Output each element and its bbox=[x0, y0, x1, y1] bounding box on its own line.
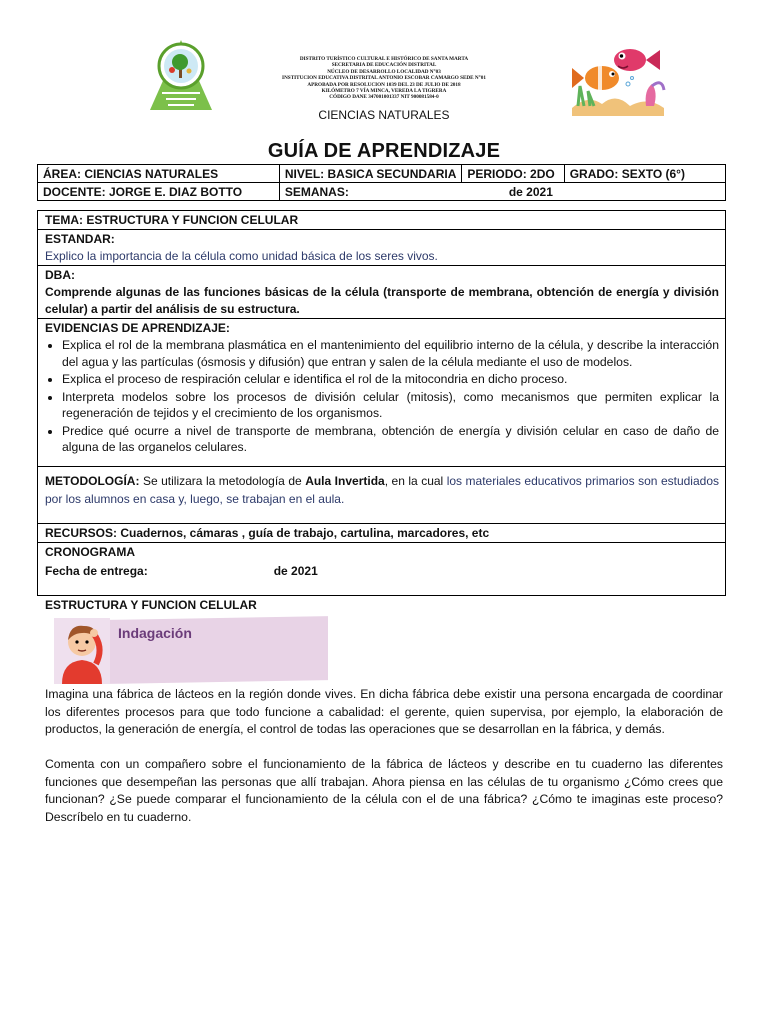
metodologia-text-c: los materiales educativos primarios son estudiados por los alumnos en casa y, luego, se trabajan en el aula. bbox=[45, 474, 719, 506]
tema-section bbox=[37, 210, 726, 230]
paragraph-1: Imagina una fábrica de lácteos en la región donde vives. En dicha fábrica debe existir una persona encargada de coordinar los diferentes procesos para que todo funcione a cabalidad: el gerente, quien supervisa, por ejemplo, la elaboración de productos, la generación de energía, el control de todas las operaciones que se desarrollan en la fábrica, y demás. bbox=[45, 687, 723, 737]
recursos-text: RECURSOS: Cuadernos, cámaras , guía de trabajo, cartulina, marcadores, etc bbox=[45, 526, 490, 540]
recursos-section bbox=[37, 523, 726, 543]
list-item: • Explica el proceso de respiración celular e identifica el rol de la mitocondria en dicho proceso. bbox=[62, 371, 719, 388]
institution-header bbox=[250, 56, 518, 101]
semanas-label: SEMANAS: bbox=[284, 184, 349, 199]
nivel-cell: NIVEL: BASICA SECUNDARIA bbox=[279, 165, 462, 183]
tema-text: TEMA: ESTRUCTURA Y FUNCION CELULAR bbox=[45, 213, 299, 227]
thinking-boy-icon bbox=[52, 618, 112, 684]
semanas-cell bbox=[279, 183, 725, 201]
dba-text: Comprende algunas de las funciones básicas de la célula (transporte de membrana, obtención de energía y división celular) a partir del análisis de su estructura. bbox=[45, 285, 719, 316]
cronograma-label: CRONOGRAMA bbox=[45, 545, 135, 559]
cronograma-section bbox=[37, 542, 726, 596]
semanas-year: de 2021 bbox=[508, 184, 553, 199]
metodologia-term: Aula Invertida bbox=[305, 474, 385, 488]
area-cell: ÁREA: CIENCIAS NATURALES bbox=[38, 165, 280, 183]
metodologia-text-a: Se utilizara la metodología de bbox=[139, 474, 306, 488]
institution-line: CÓDIGO DANE 347001001337 NIT 900081584-0 bbox=[329, 94, 439, 101]
metodologia-label: METODOLOGÍA: bbox=[45, 474, 140, 488]
docente-cell: DOCENTE: JORGE E. DIAZ BOTTO bbox=[38, 183, 280, 201]
fish-illustration-icon bbox=[568, 36, 668, 116]
estandar-text: Explico la importancia de la célula como unidad básica de los seres vivos. bbox=[45, 249, 438, 263]
institution-line: KILÓMETRO 7 VÍA MINCA, VEREDA LA TIGRERA bbox=[321, 88, 447, 95]
estandar-label: ESTANDAR: bbox=[45, 232, 115, 246]
info-table bbox=[37, 164, 726, 201]
institution-line: NÚCLEO DE DESARROLLO LOCALIDAD N°03 bbox=[327, 68, 441, 75]
page-title: GUÍA DE APRENDIZAJE bbox=[267, 140, 501, 162]
grado-cell: GRADO: SEXTO (6°) bbox=[564, 165, 725, 183]
section-title: ESTRUCTURA Y FUNCION CELULAR bbox=[45, 598, 257, 612]
institution-line: SECRETARIA DE EDUCACIÓN DISTRITAL bbox=[331, 62, 437, 69]
periodo-cell: PERIODO: 2DO bbox=[462, 165, 564, 183]
list-item: • Interpreta modelos sobre los procesos de división celular (mitosis), como mecanismos que permiten explicar la regeneración de tejidos y el crecimiento de los organismos. bbox=[62, 389, 719, 422]
dba-label: DBA: bbox=[45, 268, 75, 282]
institution-line: INSTITUCION EDUCATIVA DISTRITAL ANTONIO ESCOBAR CAMARGO SEDE N°01 bbox=[282, 75, 486, 82]
metodologia-text-b: , en la cual bbox=[384, 474, 447, 488]
info-row bbox=[38, 165, 726, 183]
area-title: CIENCIAS NATURALES bbox=[318, 108, 450, 122]
institution-line: DISTRITO TURÍSTICO CULTURAL E HISTÓRICO DE SANTA MARTA bbox=[299, 56, 469, 62]
estandar-section bbox=[37, 229, 726, 266]
metodologia-section bbox=[37, 466, 726, 524]
dba-section bbox=[37, 265, 726, 319]
paragraph-2: Comenta con un compañero sobre el funcionamiento de la fábrica de lácteos y describe en tu cuaderno las diferentes funciones que desempeñan las personas que allí trabajan. Ahora piensa en las células de tu organismo ¿Cómo crees que funcionan? ¿Se puede comparar el funcionamiento de la célula con el de una fábrica? ¿Cómo te imaginas este proceso? Descríbelo en tu cuaderno. bbox=[45, 757, 723, 824]
fecha-value: de 2021 bbox=[273, 564, 318, 578]
fecha-label: Fecha de entrega: bbox=[45, 564, 148, 578]
school-logo-icon bbox=[148, 38, 214, 114]
institution-line: APROBADA POR RESOLUCION 1039 DEL 23 DE JULIO DE 2018 bbox=[307, 81, 461, 88]
evidencias-label: EVIDENCIAS DE APRENDIZAJE: bbox=[45, 321, 230, 335]
list-item: • Predice qué ocurre a nivel de transporte de membrana, obtención de energía y división celular en caso de daño de alguna de las organelos celulares. bbox=[62, 423, 719, 456]
info-row bbox=[38, 183, 726, 201]
evidencias-list bbox=[45, 337, 719, 456]
list-item: • Explica el rol de la membrana plasmática en el mantenimiento del equilibrio interno de la célula, y describe la interacción del agua y las partículas (ósmosis y difusión) que entran y salen de la célula mediante el uso de modelos. bbox=[62, 337, 719, 370]
indagacion-label: Indagación bbox=[118, 625, 192, 641]
fecha-row bbox=[45, 563, 719, 580]
evidencias-section bbox=[37, 318, 726, 467]
